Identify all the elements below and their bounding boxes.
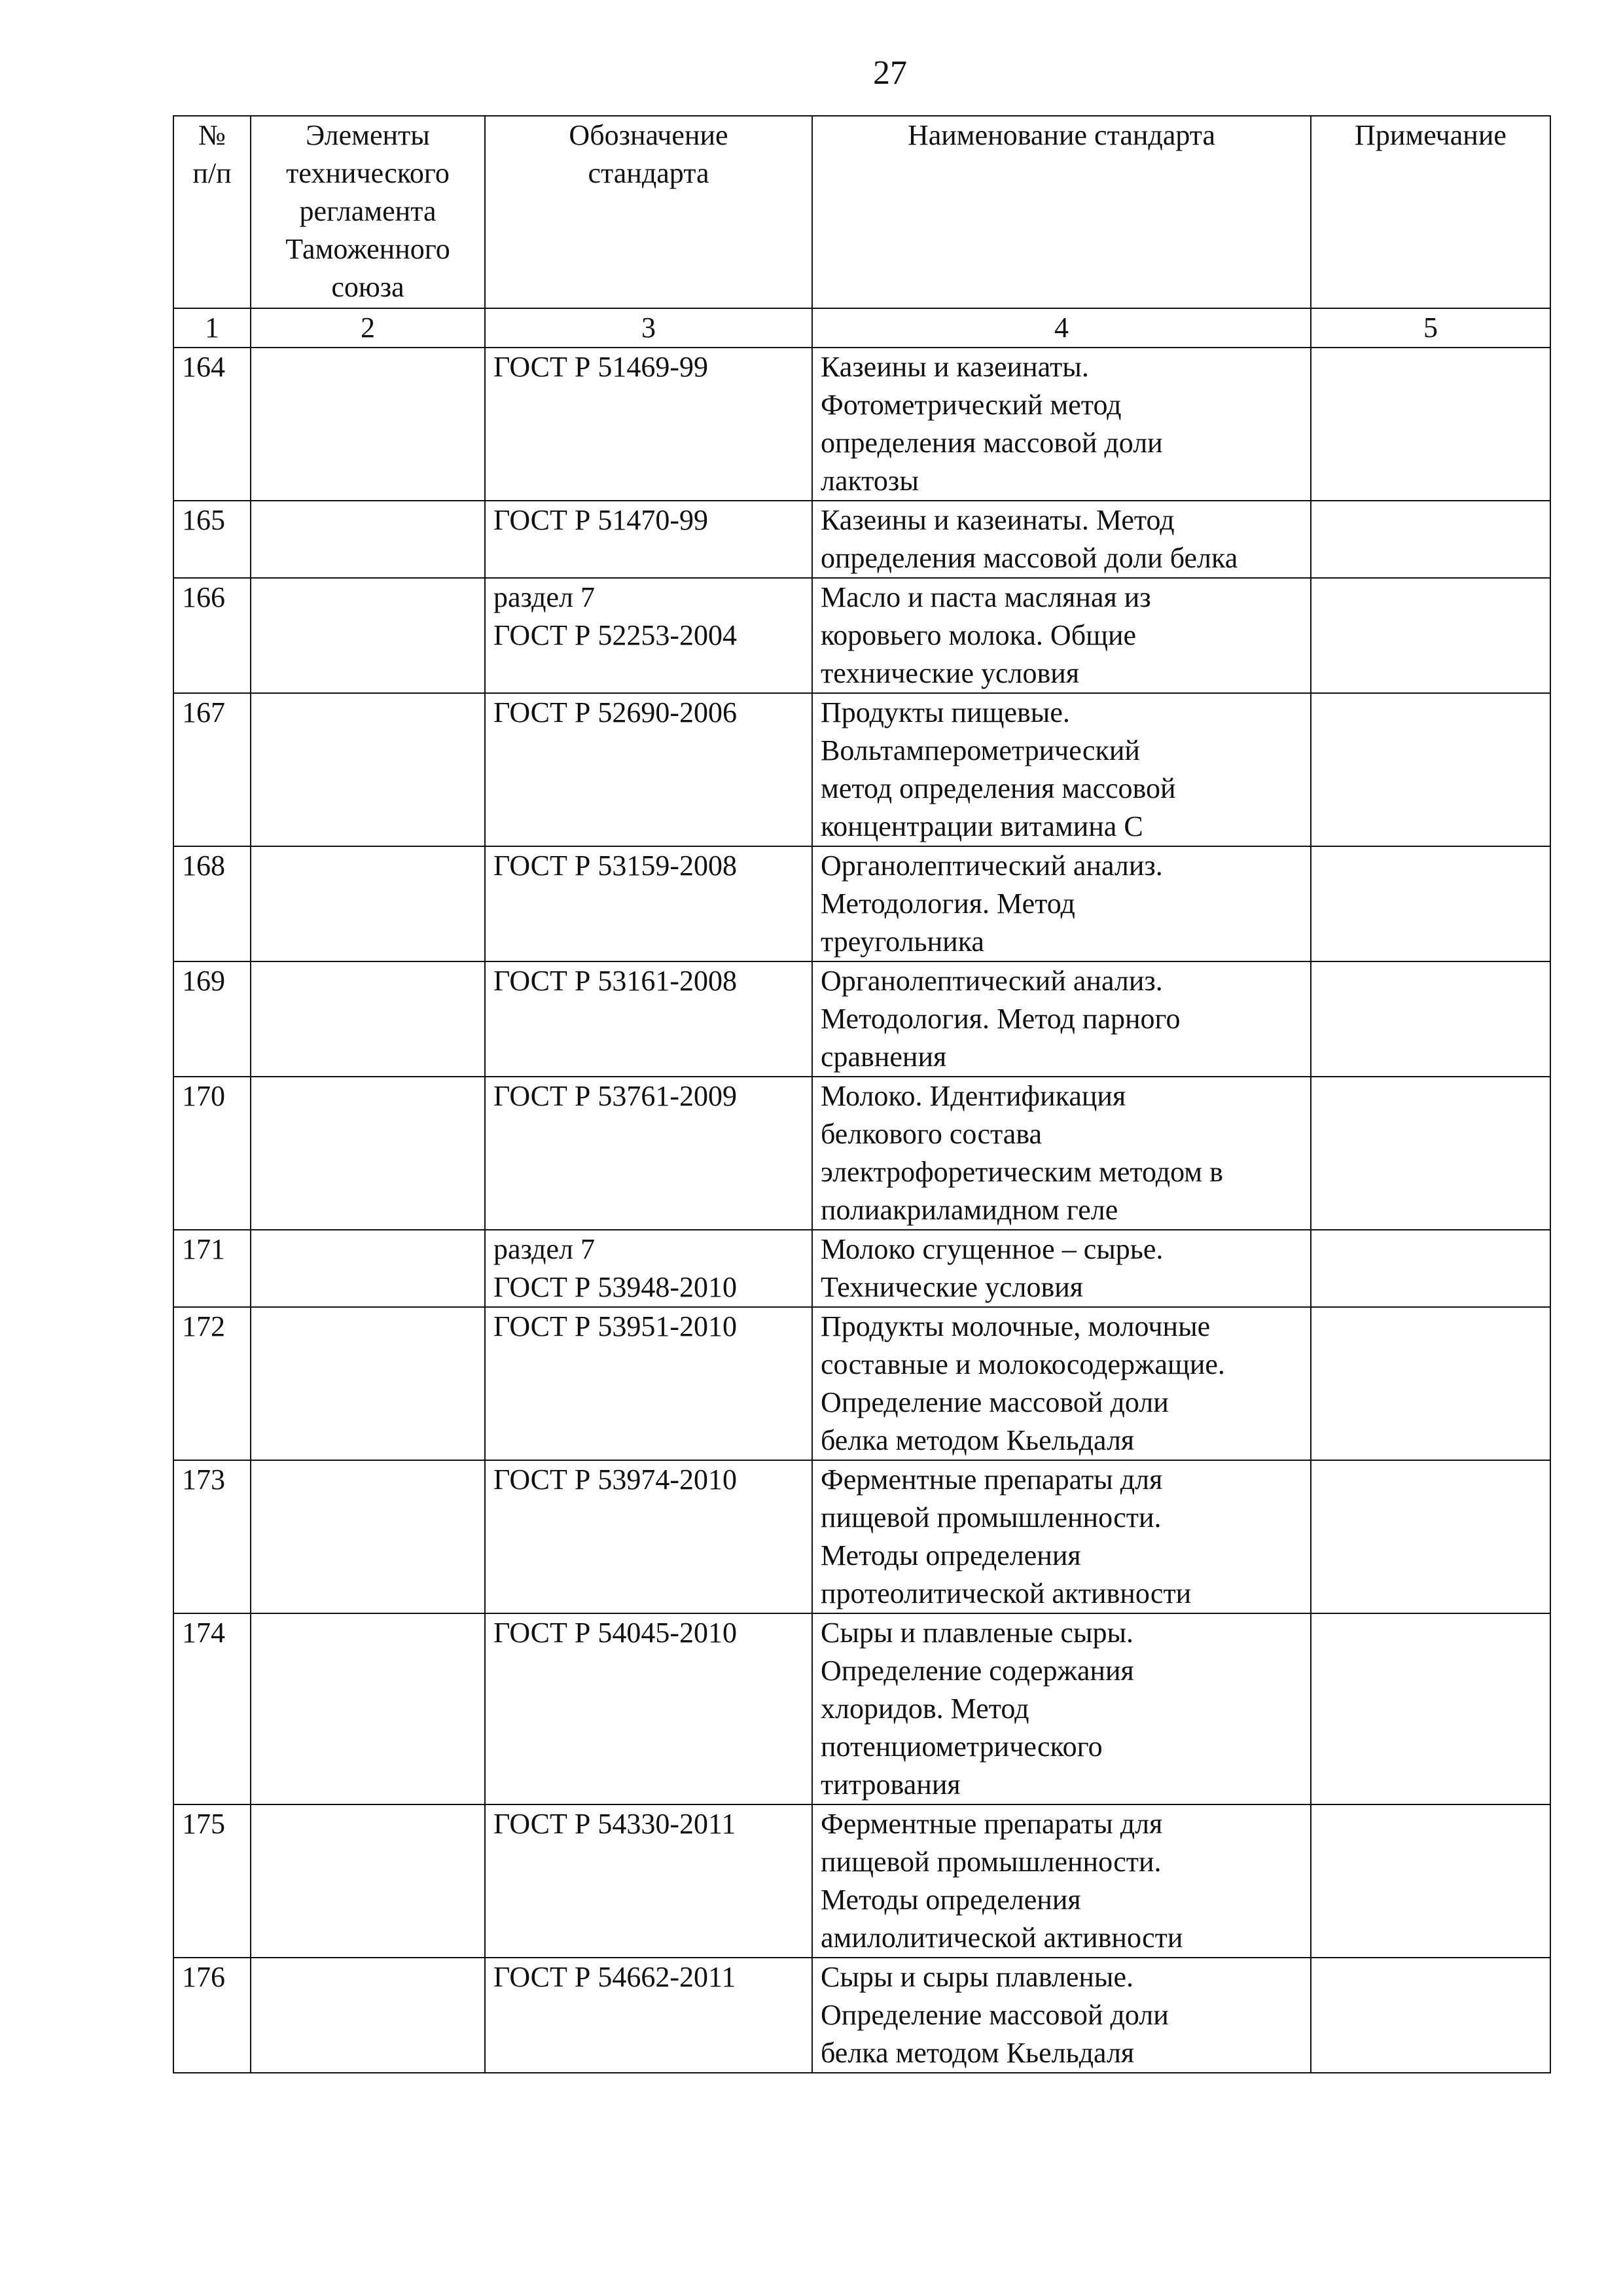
row-designation [485, 578, 812, 693]
standard-name-line: Фотометрический метод [821, 389, 1122, 421]
standard-name-line: Масло и паста масляная из [821, 581, 1151, 613]
row-designation [485, 348, 812, 501]
row-number: 166 [173, 578, 251, 693]
standard-name-line: лактозы [821, 465, 919, 497]
standard-name-line: Продукты пищевые. [821, 696, 1070, 728]
standard-name-line: Органолептический анализ. [821, 850, 1163, 882]
standard-name-line: Определение массовой доли [821, 1386, 1169, 1418]
standard-name-line: Вольтамперометрический [821, 734, 1140, 766]
row-elements-cell [251, 1613, 485, 1804]
row-note [1311, 1958, 1550, 2073]
header-col-designation: Обозначение стандарта [485, 116, 812, 308]
row-note [1311, 1230, 1550, 1307]
column-number: 4 [812, 308, 1311, 348]
designation-line: ГОСТ Р 54330-2011 [493, 1808, 736, 1840]
row-standard-name [812, 578, 1311, 693]
standard-name-line: сравнения [821, 1041, 947, 1073]
designation-line: ГОСТ Р 53159-2008 [493, 850, 738, 882]
row-number: 174 [173, 1613, 251, 1804]
column-number-row [173, 308, 1550, 348]
designation-line: раздел 7 [493, 1233, 595, 1265]
standard-name-line: концентрации витамина С [821, 810, 1143, 842]
standard-name-line: пищевой промышленности. [821, 1501, 1162, 1534]
header-col-name: Наименование стандарта [812, 116, 1311, 308]
standard-name-line: Молоко. Идентификация [821, 1080, 1126, 1112]
standard-name-line: титрования [821, 1768, 961, 1801]
row-elements-cell [251, 961, 485, 1077]
row-standard-name [812, 1307, 1311, 1460]
standard-name-line: Казеины и казеинаты. Метод [821, 504, 1175, 536]
row-note [1311, 1804, 1550, 1958]
designation-line: ГОСТ Р 54662-2011 [493, 1961, 736, 1993]
standard-name-line: Продукты молочные, молочные [821, 1310, 1211, 1342]
row-standard-name [812, 1077, 1311, 1230]
designation-line: ГОСТ Р 53761-2009 [493, 1080, 738, 1112]
row-elements-cell [251, 1077, 485, 1230]
row-elements-cell [251, 1460, 485, 1613]
row-number: 170 [173, 1077, 251, 1230]
row-designation [485, 1804, 812, 1958]
row-designation [485, 693, 812, 846]
row-number: 171 [173, 1230, 251, 1307]
page-number: 27 [873, 54, 907, 92]
row-elements-cell [251, 1958, 485, 2073]
row-standard-name [812, 846, 1311, 961]
standard-name-line: протеолитической активности [821, 1577, 1192, 1609]
row-standard-name [812, 693, 1311, 846]
table-row [173, 693, 1550, 846]
row-note [1311, 1613, 1550, 1804]
designation-line: ГОСТ Р 51469-99 [493, 351, 709, 383]
row-elements-cell [251, 846, 485, 961]
table-row [173, 348, 1550, 501]
row-number: 172 [173, 1307, 251, 1460]
standard-name-line: полиакриламидном геле [821, 1194, 1118, 1226]
table-row [173, 1613, 1550, 1804]
table-row [173, 961, 1550, 1077]
designation-line: ГОСТ Р 53951-2010 [493, 1310, 738, 1342]
row-standard-name [812, 501, 1311, 578]
row-designation [485, 846, 812, 961]
designation-line: ГОСТ Р 53161-2008 [493, 965, 738, 997]
row-note [1311, 693, 1550, 846]
column-number: 3 [485, 308, 812, 348]
standard-name-line: Сыры и плавленые сыры. [821, 1617, 1134, 1649]
standard-name-line: технические условия [821, 657, 1080, 689]
designation-line: ГОСТ Р 54045-2010 [493, 1617, 738, 1649]
row-note [1311, 578, 1550, 693]
row-elements-cell [251, 501, 485, 578]
row-number: 173 [173, 1460, 251, 1613]
standard-name-line: определения массовой доли [821, 427, 1163, 459]
designation-line: раздел 7 [493, 581, 595, 613]
table-body [173, 348, 1550, 2073]
column-number: 2 [251, 308, 485, 348]
row-designation [485, 1613, 812, 1804]
designation-line: ГОСТ Р 52253-2004 [493, 619, 738, 651]
designation-line: ГОСТ Р 53974-2010 [493, 1463, 738, 1496]
header-col-elements: Элементы технического регламента Таможенного союза [251, 116, 485, 308]
standard-name-line: Молоко сгущенное – сырье. [821, 1233, 1164, 1265]
row-elements-cell [251, 693, 485, 846]
row-designation [485, 1230, 812, 1307]
standard-name-line: электрофоретическим методом в [821, 1156, 1223, 1188]
designation-line: ГОСТ Р 51470-99 [493, 504, 709, 536]
row-number: 176 [173, 1958, 251, 2073]
row-standard-name [812, 961, 1311, 1077]
table-row [173, 1230, 1550, 1307]
row-number: 168 [173, 846, 251, 961]
table-row [173, 578, 1550, 693]
row-number: 165 [173, 501, 251, 578]
standard-name-line: Ферментные препараты для [821, 1463, 1163, 1496]
standard-name-line: Методология. Метод парного [821, 1003, 1181, 1035]
standard-name-line: потенциометрического [821, 1731, 1103, 1763]
standards-table [173, 115, 1551, 2073]
standard-name-line: пищевой промышленности. [821, 1846, 1162, 1878]
row-designation [485, 1077, 812, 1230]
table-header-row [173, 116, 1550, 308]
standard-name-line: Определение массовой доли [821, 1999, 1169, 2031]
table-row [173, 501, 1550, 578]
standard-name-line: хлоридов. Метод [821, 1693, 1029, 1725]
row-standard-name [812, 1804, 1311, 1958]
standard-name-line: Определение содержания [821, 1655, 1134, 1687]
standard-name-line: Методы определения [821, 1539, 1081, 1571]
table-row [173, 1307, 1550, 1460]
row-number: 169 [173, 961, 251, 1077]
row-standard-name [812, 1460, 1311, 1613]
row-designation [485, 1307, 812, 1460]
row-elements-cell [251, 1230, 485, 1307]
row-standard-name [812, 1613, 1311, 1804]
standard-name-line: метод определения массовой [821, 772, 1176, 804]
standard-name-line: Казеины и казеинаты. [821, 351, 1089, 383]
header-col-number: № п/п [173, 116, 251, 308]
table-row [173, 1077, 1550, 1230]
row-standard-name [812, 1230, 1311, 1307]
row-note [1311, 1307, 1550, 1460]
standard-name-line: Методы определения [821, 1884, 1081, 1916]
row-note [1311, 1077, 1550, 1230]
row-number: 175 [173, 1804, 251, 1958]
row-designation [485, 1958, 812, 2073]
standard-name-line: коровьего молока. Общие [821, 619, 1137, 651]
standard-name-line: амилолитической активности [821, 1922, 1183, 1954]
standard-name-line: белкового состава [821, 1118, 1043, 1150]
row-note [1311, 501, 1550, 578]
row-number: 164 [173, 348, 251, 501]
table-row [173, 1958, 1550, 2073]
header-col-note: Примечание [1311, 116, 1550, 308]
table-row [173, 1804, 1550, 1958]
designation-line: ГОСТ Р 52690-2006 [493, 696, 738, 728]
row-elements-cell [251, 1804, 485, 1958]
standard-name-line: определения массовой доли белка [821, 542, 1238, 574]
table-row [173, 846, 1550, 961]
standard-name-line: Технические условия [821, 1271, 1084, 1303]
standard-name-line: белка методом Кьельдаля [821, 1424, 1135, 1456]
standard-name-line: Методология. Метод [821, 888, 1075, 920]
standard-name-line: треугольника [821, 925, 984, 958]
row-elements-cell [251, 348, 485, 501]
column-number: 5 [1311, 308, 1550, 348]
row-note [1311, 961, 1550, 1077]
standard-name-line: Сыры и сыры плавленые. [821, 1961, 1134, 1993]
table-row [173, 1460, 1550, 1613]
row-designation [485, 961, 812, 1077]
row-designation [485, 501, 812, 578]
column-number: 1 [173, 308, 251, 348]
row-note [1311, 1460, 1550, 1613]
row-number: 167 [173, 693, 251, 846]
standard-name-line: белка методом Кьельдаля [821, 2037, 1135, 2069]
designation-line: ГОСТ Р 53948-2010 [493, 1271, 738, 1303]
row-standard-name [812, 348, 1311, 501]
row-note [1311, 348, 1550, 501]
standard-name-line: Органолептический анализ. [821, 965, 1163, 997]
row-elements-cell [251, 578, 485, 693]
row-standard-name [812, 1958, 1311, 2073]
standard-name-line: Ферментные препараты для [821, 1808, 1163, 1840]
row-designation [485, 1460, 812, 1613]
row-note [1311, 846, 1550, 961]
standard-name-line: составные и молокосодержащие. [821, 1348, 1225, 1380]
row-elements-cell [251, 1307, 485, 1460]
